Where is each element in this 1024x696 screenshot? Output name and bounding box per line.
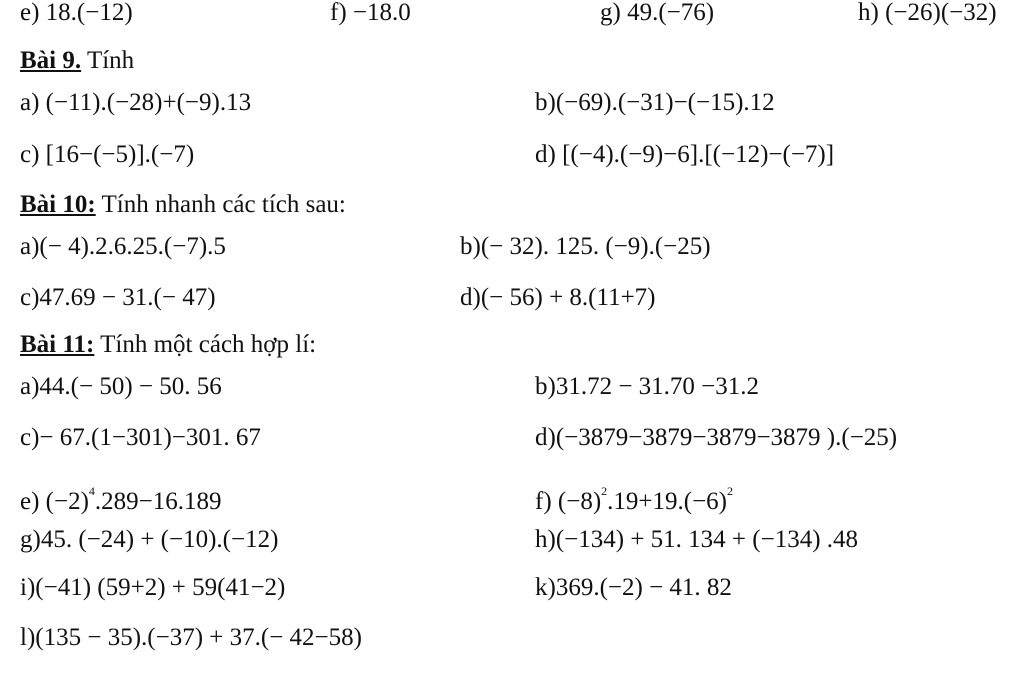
bai11-item-l xyxy=(20,623,362,653)
item-label: e) xyxy=(20,0,40,26)
item-label: g) xyxy=(600,0,621,26)
bai11-instruction: Tính một cách hợp lí: xyxy=(100,331,317,358)
bai11-item-d xyxy=(535,423,897,453)
item-expression: (−11).(−28)+(−9).13 xyxy=(45,89,252,116)
bai11-item-g xyxy=(20,525,278,555)
expr-mid: .19+19.(−6) xyxy=(607,488,728,515)
item-expression: 47.69 − 31.(− 47) xyxy=(39,284,216,311)
bai11-item-k xyxy=(535,573,732,603)
bai11-item-b xyxy=(535,372,759,402)
top-item-e xyxy=(20,0,133,28)
item-expression: 18.(−12) xyxy=(45,0,133,26)
bai11-item-e xyxy=(20,476,222,517)
item-label: e) xyxy=(20,488,40,515)
item-label: c) xyxy=(20,284,40,311)
item-label: h) xyxy=(858,0,879,26)
top-item-f xyxy=(330,0,411,28)
item-label: i) xyxy=(20,574,36,601)
bai9-item-a xyxy=(20,88,251,118)
top-item-h xyxy=(858,0,997,28)
bai11-item-i xyxy=(20,573,285,603)
item-expression: (−26)(−32) xyxy=(885,0,997,26)
item-label: d) xyxy=(535,424,556,451)
item-expression: 45. (−24) + (−10).(−12) xyxy=(40,526,279,553)
item-expression: (−41) (59+2) + 59(41−2) xyxy=(35,574,286,601)
bai10-instruction: Tính nhanh các tích sau: xyxy=(101,191,346,218)
expr-base: (−8) xyxy=(557,488,602,515)
item-expression xyxy=(45,484,222,515)
item-expression: 49.(−76) xyxy=(627,0,715,26)
bai9-item-c xyxy=(20,140,194,170)
item-label: k) xyxy=(535,574,556,601)
bai10-heading xyxy=(20,190,346,220)
item-label: f) xyxy=(330,0,347,26)
bai9-instruction: Tính xyxy=(86,47,135,74)
item-expression: (−134) + 51. 134 + (−134) .48 xyxy=(555,526,859,553)
bai10-item-a xyxy=(20,232,226,262)
bai9-title: Bài 9. xyxy=(20,47,82,74)
item-label: a) xyxy=(20,373,40,400)
item-label: d) xyxy=(535,141,556,168)
item-expression: (− 32). 125. (−9).(−25) xyxy=(480,233,711,260)
item-label: b) xyxy=(535,89,556,116)
item-expression: 31.72 − 31.70 −31.2 xyxy=(555,373,760,400)
exponent: 2 xyxy=(601,484,608,498)
item-expression: (135 − 35).(−37) + 37.(− 42−58) xyxy=(35,624,362,651)
top-item-g xyxy=(600,0,714,28)
bai9-item-d xyxy=(535,140,834,170)
item-label: b) xyxy=(535,373,556,400)
bai11-item-a xyxy=(20,372,222,402)
item-expression: (− 4).2.6.25.(−7).5 xyxy=(39,233,226,260)
exponent-2: 2 xyxy=(727,484,734,498)
item-expression: (− 56) + 8.(11+7) xyxy=(480,284,656,311)
exponent: 4 xyxy=(88,484,95,498)
item-expression: −18.0 xyxy=(352,0,411,26)
item-expression: 44.(− 50) − 50. 56 xyxy=(39,373,222,400)
bai10-item-b xyxy=(460,232,711,262)
item-label: c) xyxy=(20,424,40,451)
item-label: h) xyxy=(535,526,556,553)
item-label: b) xyxy=(460,233,481,260)
expr-base: (−2) xyxy=(45,488,89,515)
expr-rest: .289−16.189 xyxy=(94,488,222,515)
item-expression xyxy=(557,484,734,515)
item-expression: [(−4).(−9)−6].[(−12)−(−7)] xyxy=(562,141,835,168)
item-expression: [16−(−5)].(−7) xyxy=(45,141,195,168)
item-expression: − 67.(1−301)−301. 67 xyxy=(39,424,261,451)
bai9-item-b xyxy=(535,88,775,118)
bai10-item-c xyxy=(20,283,216,313)
bai11-item-f xyxy=(535,476,733,517)
item-expression: (−69).(−31)−(−15).12 xyxy=(555,89,775,116)
item-label: f) xyxy=(535,488,552,515)
item-label: g) xyxy=(20,526,41,553)
bai11-item-h xyxy=(535,525,858,555)
bai10-item-d xyxy=(460,283,656,313)
bai10-title: Bài 10: xyxy=(20,191,96,218)
item-expression: (−3879−3879−3879−3879 ).(−25) xyxy=(555,424,898,451)
item-expression: 369.(−2) − 41. 82 xyxy=(555,574,732,601)
item-label: d) xyxy=(460,284,481,311)
bai11-heading xyxy=(20,330,316,360)
item-label: c) xyxy=(20,141,40,168)
item-label: l) xyxy=(20,624,36,651)
bai9-heading xyxy=(20,46,134,76)
bai11-title: Bài 11: xyxy=(20,331,95,358)
item-label: a) xyxy=(20,89,40,116)
bai11-item-c xyxy=(20,423,261,453)
item-label: a) xyxy=(20,233,40,260)
